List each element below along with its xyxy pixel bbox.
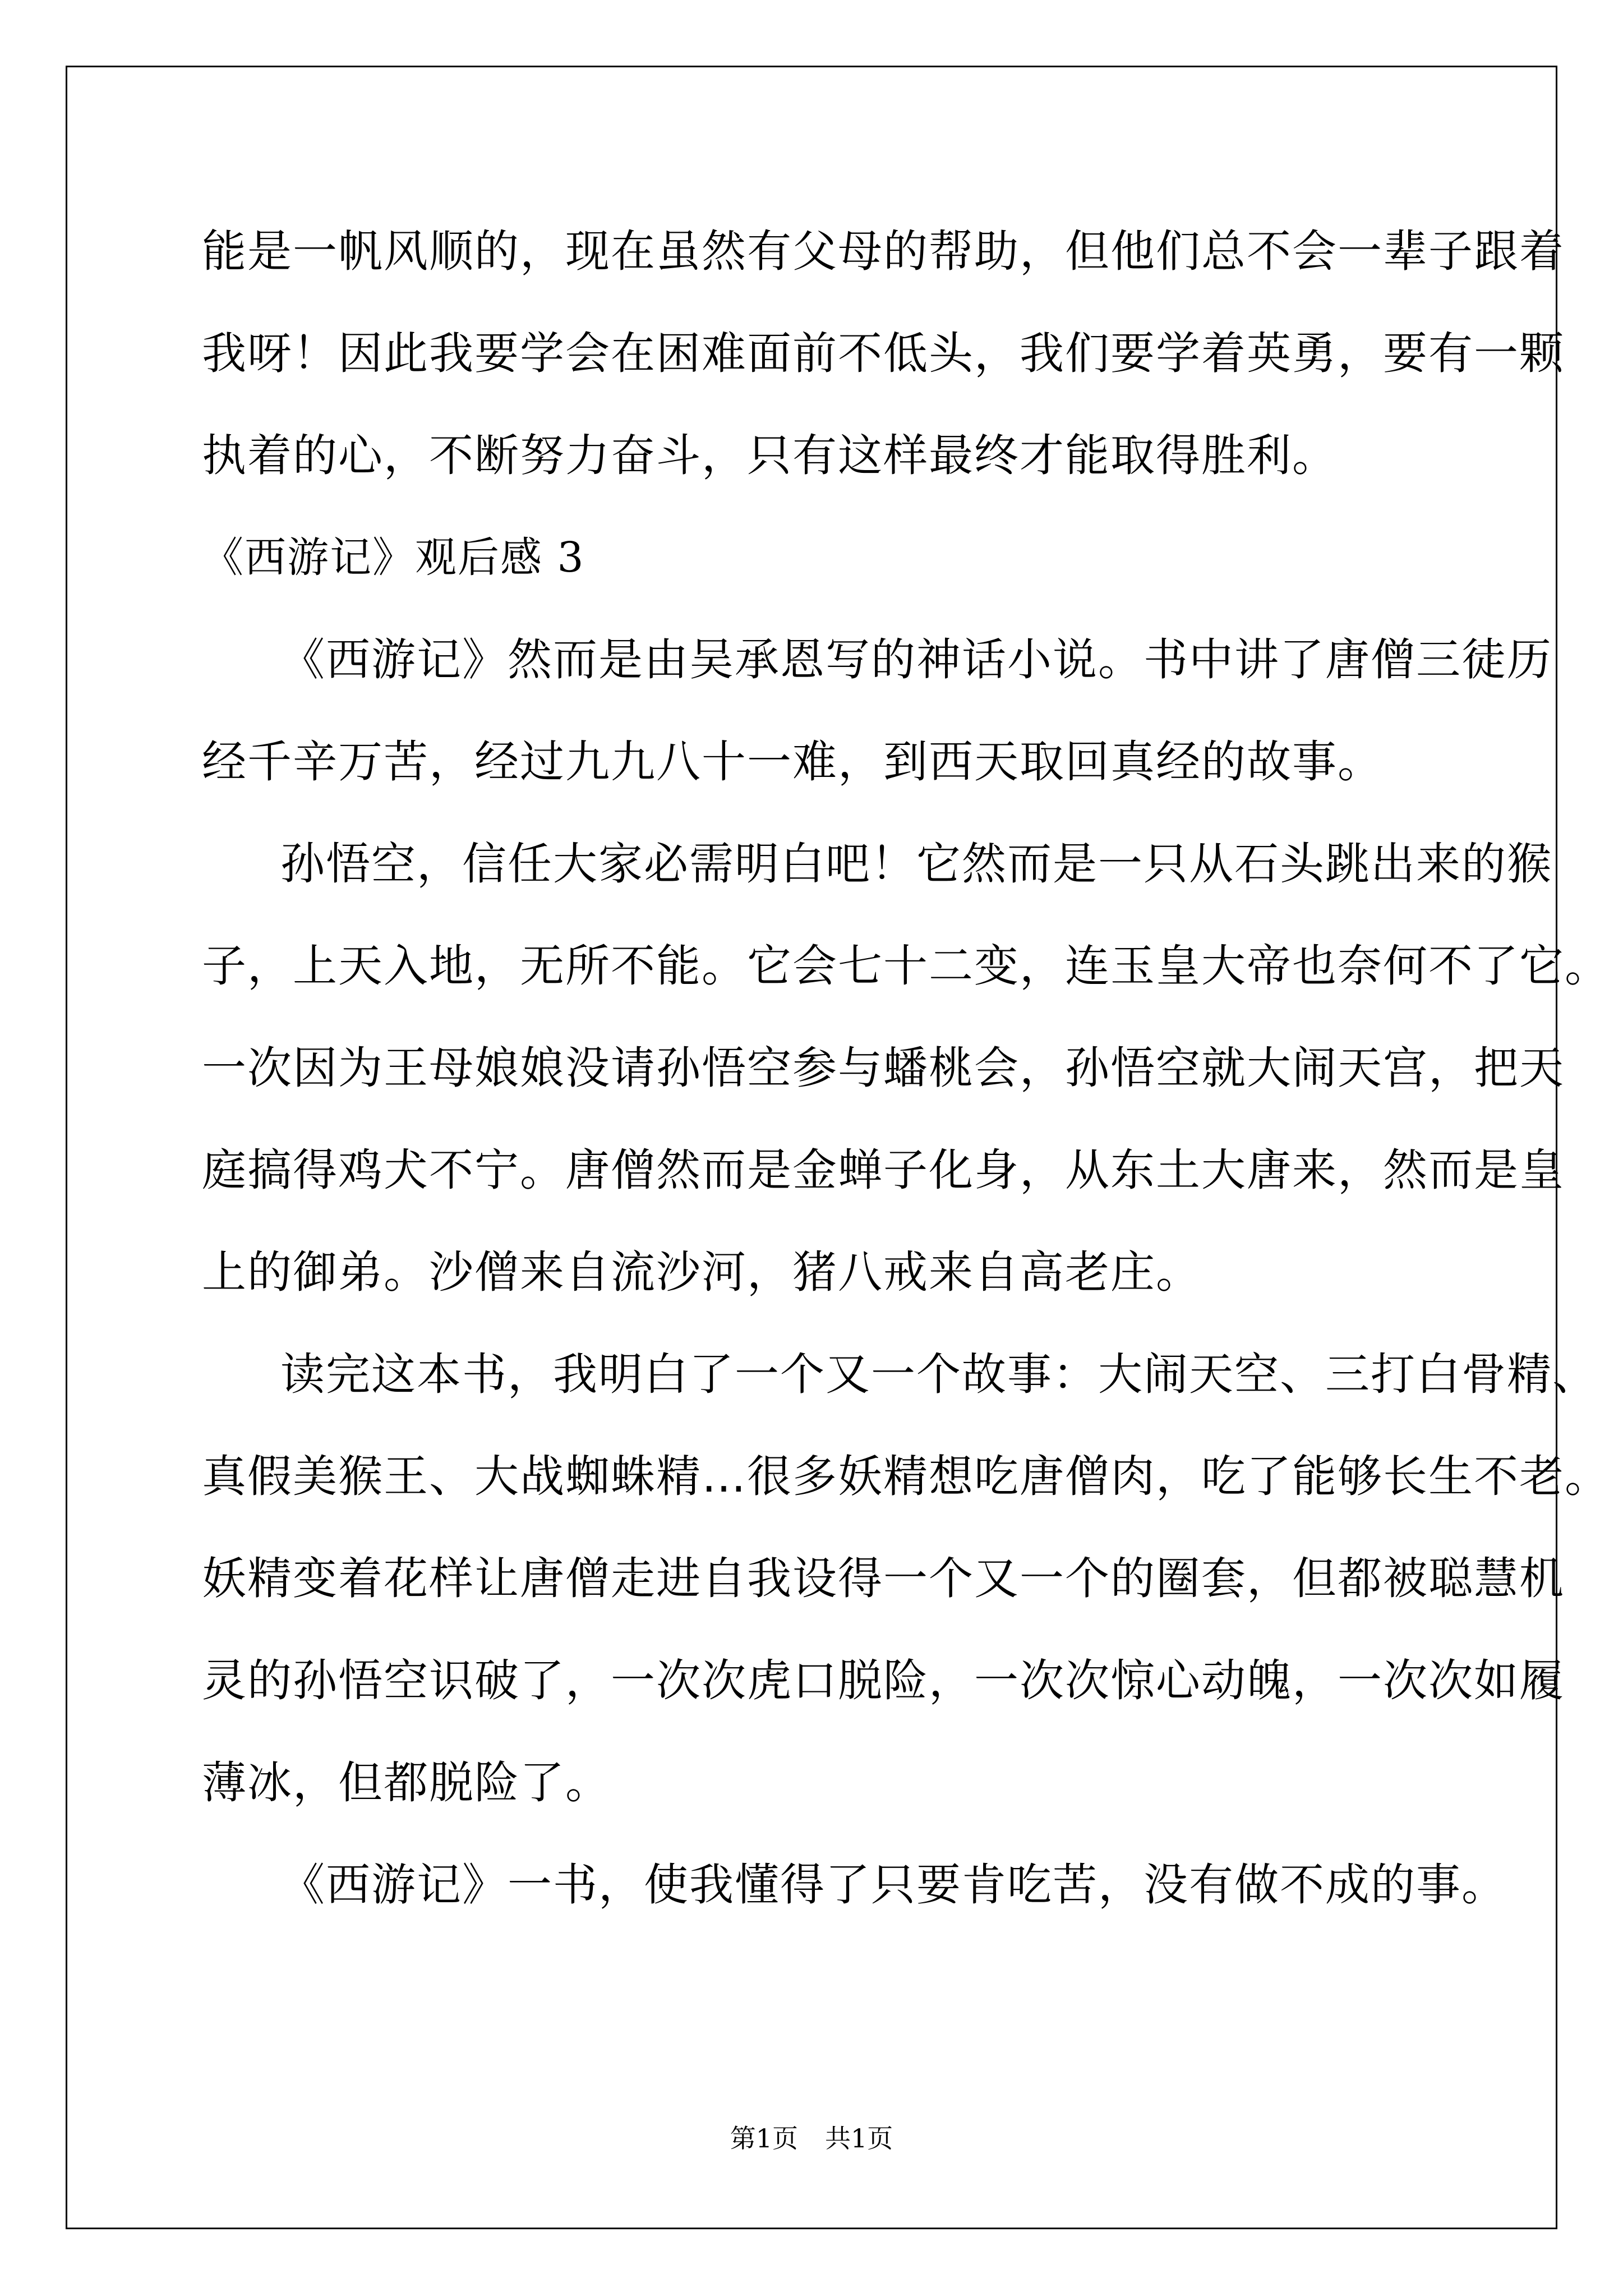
text-line-6: 经千辛万苦，经过九九八十一难，到西天取回真经的故事。 — [202, 736, 1383, 788]
text-line-13: 真假美猴王、大战蜘蛛精…很多妖精想吃唐僧肉，吃了能够长生不老。 — [202, 1451, 1610, 1502]
text-line-8: 子，上天入地，无所不能。它会七十二变，连玉皇大帝也奈何不了它。 — [202, 940, 1610, 992]
text-line-3: 执着的心，不断努力奋斗，只有这样最终才能取得胜利。 — [202, 430, 1338, 481]
text-line-12: 读完这本书，我明白了一个又一个故事：大闹天空、三打白骨精、 — [280, 1349, 1598, 1400]
text-line-10: 庭搞得鸡犬不宁。唐僧然而是金蝉子化身，从东土大唐来，然而是皇 — [202, 1144, 1565, 1196]
text-line-15: 灵的孙悟空识破了，一次次虎口脱险，一次次惊心动魄，一次次如履 — [202, 1655, 1565, 1706]
text-line-9: 一次因为王母娘娘没请孙悟空参与蟠桃会，孙悟空就大闹天宫，把天 — [202, 1042, 1565, 1094]
text-line-2: 我呀！因此我要学会在困难面前不低头，我们要学着英勇，要有一颗 — [202, 328, 1565, 379]
text-line-1: 能是一帆风顺的，现在虽然有父母的帮助，但他们总不会一辈子跟着 — [202, 226, 1565, 277]
text-line-5: 《西游记》然而是由吴承恩写的神话小说。书中讲了唐僧三徒历 — [280, 634, 1552, 685]
text-line-16: 薄冰，但都脱险了。 — [202, 1757, 611, 1809]
text-line-7: 孙悟空，信任大家必需明白吧！它然而是一只从石头跳出来的猴 — [280, 838, 1552, 890]
text-line-17: 《西游记》一书，使我懂得了只要肯吃苦，没有做不成的事。 — [280, 1859, 1507, 1911]
section-heading: 《西游记》观后感 3 — [202, 533, 585, 582]
page-footer — [0, 2122, 1623, 2155]
text-line-14: 妖精变着花样让唐僧走进自我设得一个又一个的圈套，但都被聪慧机 — [202, 1553, 1565, 1604]
text-line-11: 上的御弟。沙僧来自流沙河，猪八戒来自高老庄。 — [202, 1246, 1201, 1298]
page-number: 第1页 — [730, 2123, 798, 2154]
page-total: 共1页 — [825, 2123, 893, 2154]
